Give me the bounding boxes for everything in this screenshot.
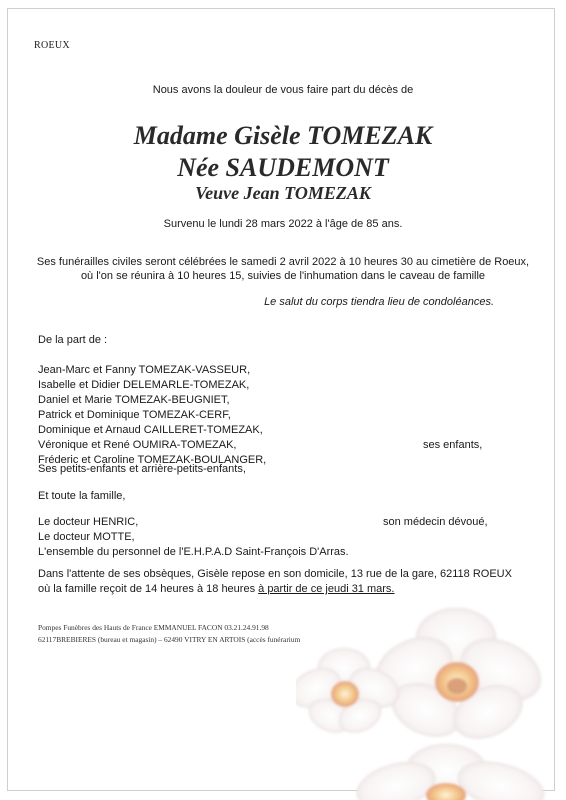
list-item: Daniel et Marie TOMEZAK-BEUGNIET, xyxy=(38,394,230,406)
grandchildren: Ses petits-enfants et arrière-petits-enfants, xyxy=(38,463,246,475)
doctor-role: son médecin dévoué, xyxy=(383,516,488,528)
list-item: Dominique et Arnaud CAILLERET-TOMEZAK, xyxy=(38,424,263,436)
list-item: Patrick et Dominique TOMEZAK-CERF, xyxy=(38,409,231,421)
orchid-flowers-image xyxy=(296,590,566,800)
funeral-line-2: où l'on se réunira à 10 heures 15, suivies de l'inhumation dans le caveau de famille xyxy=(80,270,486,282)
funeral-home-info xyxy=(38,622,300,646)
maiden-name: Née SAUDEMONT xyxy=(177,153,389,182)
condolences-note: Le salut du corps tiendra lieu de condoléances. xyxy=(264,296,494,308)
doctor-1: Le docteur HENRIC, xyxy=(38,516,139,528)
orchid-bottom xyxy=(352,744,550,800)
family: Et toute la famille, xyxy=(38,490,126,502)
doctor-2: Le docteur MOTTE, xyxy=(38,531,135,543)
list-item: Jean-Marc et Fanny TOMEZAK-VASSEUR, xyxy=(38,364,251,376)
children-role: ses enfants, xyxy=(423,439,483,451)
date-of-death: Survenu le lundi 28 mars 2022 à l'âge de 85 ans. xyxy=(163,218,403,230)
deceased-name: Madame Gisèle TOMEZAK xyxy=(133,121,433,150)
rest-line-1: Dans l'attente de ses obsèques, Gisèle repose en son domicile, 13 rue de la gare, 62118 ROEUX xyxy=(38,568,512,580)
list-item: Véronique et René OUMIRA-TOMEZAK, xyxy=(38,439,237,451)
town-header: ROEUX xyxy=(34,40,70,51)
list-item: Isabelle et Didier DELEMARLE-TOMEZAK, xyxy=(38,379,250,391)
rest-date-underlined: à partir de ce jeudi 31 mars. xyxy=(258,583,395,595)
ehpad-staff: L'ensemble du personnel de l'E.H.P.A.D Saint-François D'Arras. xyxy=(38,546,349,558)
funeral-line-1: Ses funérailles civiles seront célébrées le samedi 2 avril 2022 à 10 heures 30 au cimetière de Roeux, xyxy=(36,256,530,268)
funeral-home-line-2: 62117BREBIERES (bureau et magasin) – 62490 VITRY EN ARTOIS (accès funérarium xyxy=(38,635,301,644)
rest-line-2-text: où la famille reçoit de 14 heures à 18 heures xyxy=(38,583,259,595)
widow-of: Veuve Jean TOMEZAK xyxy=(195,183,371,203)
from-label: De la part de : xyxy=(38,334,108,346)
orchid-large xyxy=(366,608,551,749)
funeral-home-line-1: Pompes Funèbres des Hauts de France EMMANUEL FACON 03.21.24.91.98 xyxy=(38,623,269,632)
intro-text: Nous avons la douleur de vous faire part du décès de xyxy=(152,84,414,96)
list-item: Fréderic et Caroline TOMEZAK-BOULANGER, xyxy=(38,454,267,466)
